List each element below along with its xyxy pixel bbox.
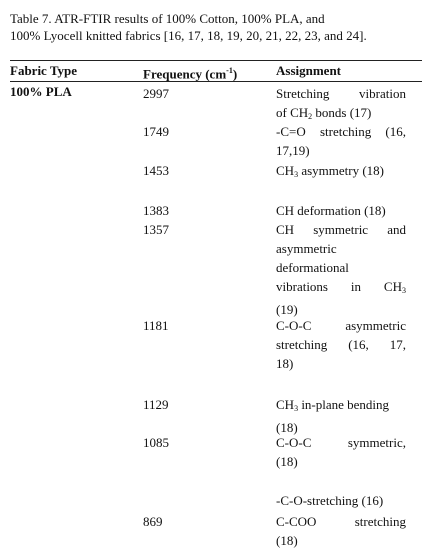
assignment-line: $CH_3$ in-plane bending xyxy=(276,397,390,413)
assignment-line: -C-O-stretching (16) xyxy=(276,493,384,508)
assignment-cell xyxy=(276,433,406,471)
assignment-line: CH symmetric and xyxy=(276,222,406,237)
assignment-cell xyxy=(276,491,406,510)
assignment-cell xyxy=(276,220,406,319)
frequency-cell: 1357 xyxy=(143,222,169,237)
assignment-cell xyxy=(276,316,406,373)
assignment-cell xyxy=(276,395,406,437)
header-fabric-type: Fabric Type xyxy=(10,63,78,78)
frequency-cell: 869 xyxy=(143,514,163,529)
header-frequency-exponent: -1 xyxy=(226,66,233,75)
assignment-line: (18) xyxy=(276,420,298,435)
assignment-line: vibrations in $CH_3$ xyxy=(276,279,406,295)
assignment-line: CH deformation (18) xyxy=(276,203,386,218)
frequency-cell: 2997 xyxy=(143,86,169,101)
table-top-rule xyxy=(10,60,422,61)
header-frequency-prefix: Frequency (cm xyxy=(143,66,227,82)
fabric-type-cell: 100% PLA xyxy=(10,84,72,99)
assignment-line: (19) xyxy=(276,302,298,317)
caption-line-1: Table 7. ATR-FTIR results of 100% Cotton, 100% PLA, and xyxy=(10,11,325,26)
frequency-cell: 1383 xyxy=(143,203,169,218)
header-frequency xyxy=(143,63,237,82)
assignment-cell xyxy=(276,122,406,160)
assignment-line: C-COO stretching xyxy=(276,514,406,529)
assignment-line: (18) xyxy=(276,454,298,469)
assignment-line: of $CH_2$ bonds (17) xyxy=(276,105,372,121)
assignment-line: $CH_3$ asymmetry (18) xyxy=(276,163,384,179)
assignment-line: asymmetric xyxy=(276,241,337,256)
assignment-line: C-O-C symmetric, xyxy=(276,435,406,450)
frequency-cell: 1129 xyxy=(143,397,169,412)
assignment-cell xyxy=(276,161,406,184)
assignment-cell xyxy=(276,84,406,126)
assignment-cell xyxy=(276,512,406,550)
frequency-cell: 1085 xyxy=(143,435,169,450)
assignment-line: deformational xyxy=(276,260,349,275)
frequency-cell: 1749 xyxy=(143,124,169,139)
assignment-line: Stretching vibration xyxy=(276,86,406,101)
frequency-cell: 1181 xyxy=(143,318,169,333)
frequency-cell: 1453 xyxy=(143,163,169,178)
assignment-line: stretching (16, 17, xyxy=(276,337,406,352)
caption-line-2: 100% Lyocell knitted fabrics [16, 17, 18, 19, 20, 21, 22, 23, and 24]. xyxy=(10,28,367,43)
header-frequency-suffix: ) xyxy=(232,66,238,82)
header-assignment: Assignment xyxy=(276,63,342,78)
assignment-line: 18) xyxy=(276,356,294,371)
assignment-line: -C=O stretching (16, xyxy=(276,124,406,139)
assignment-line: C-O-C asymmetric xyxy=(276,318,406,333)
table-caption xyxy=(10,10,422,44)
assignment-cell xyxy=(276,201,406,220)
assignment-line: (18) xyxy=(276,533,298,548)
assignment-line: 17,19) xyxy=(276,143,310,158)
header-bottom-rule xyxy=(10,81,422,82)
